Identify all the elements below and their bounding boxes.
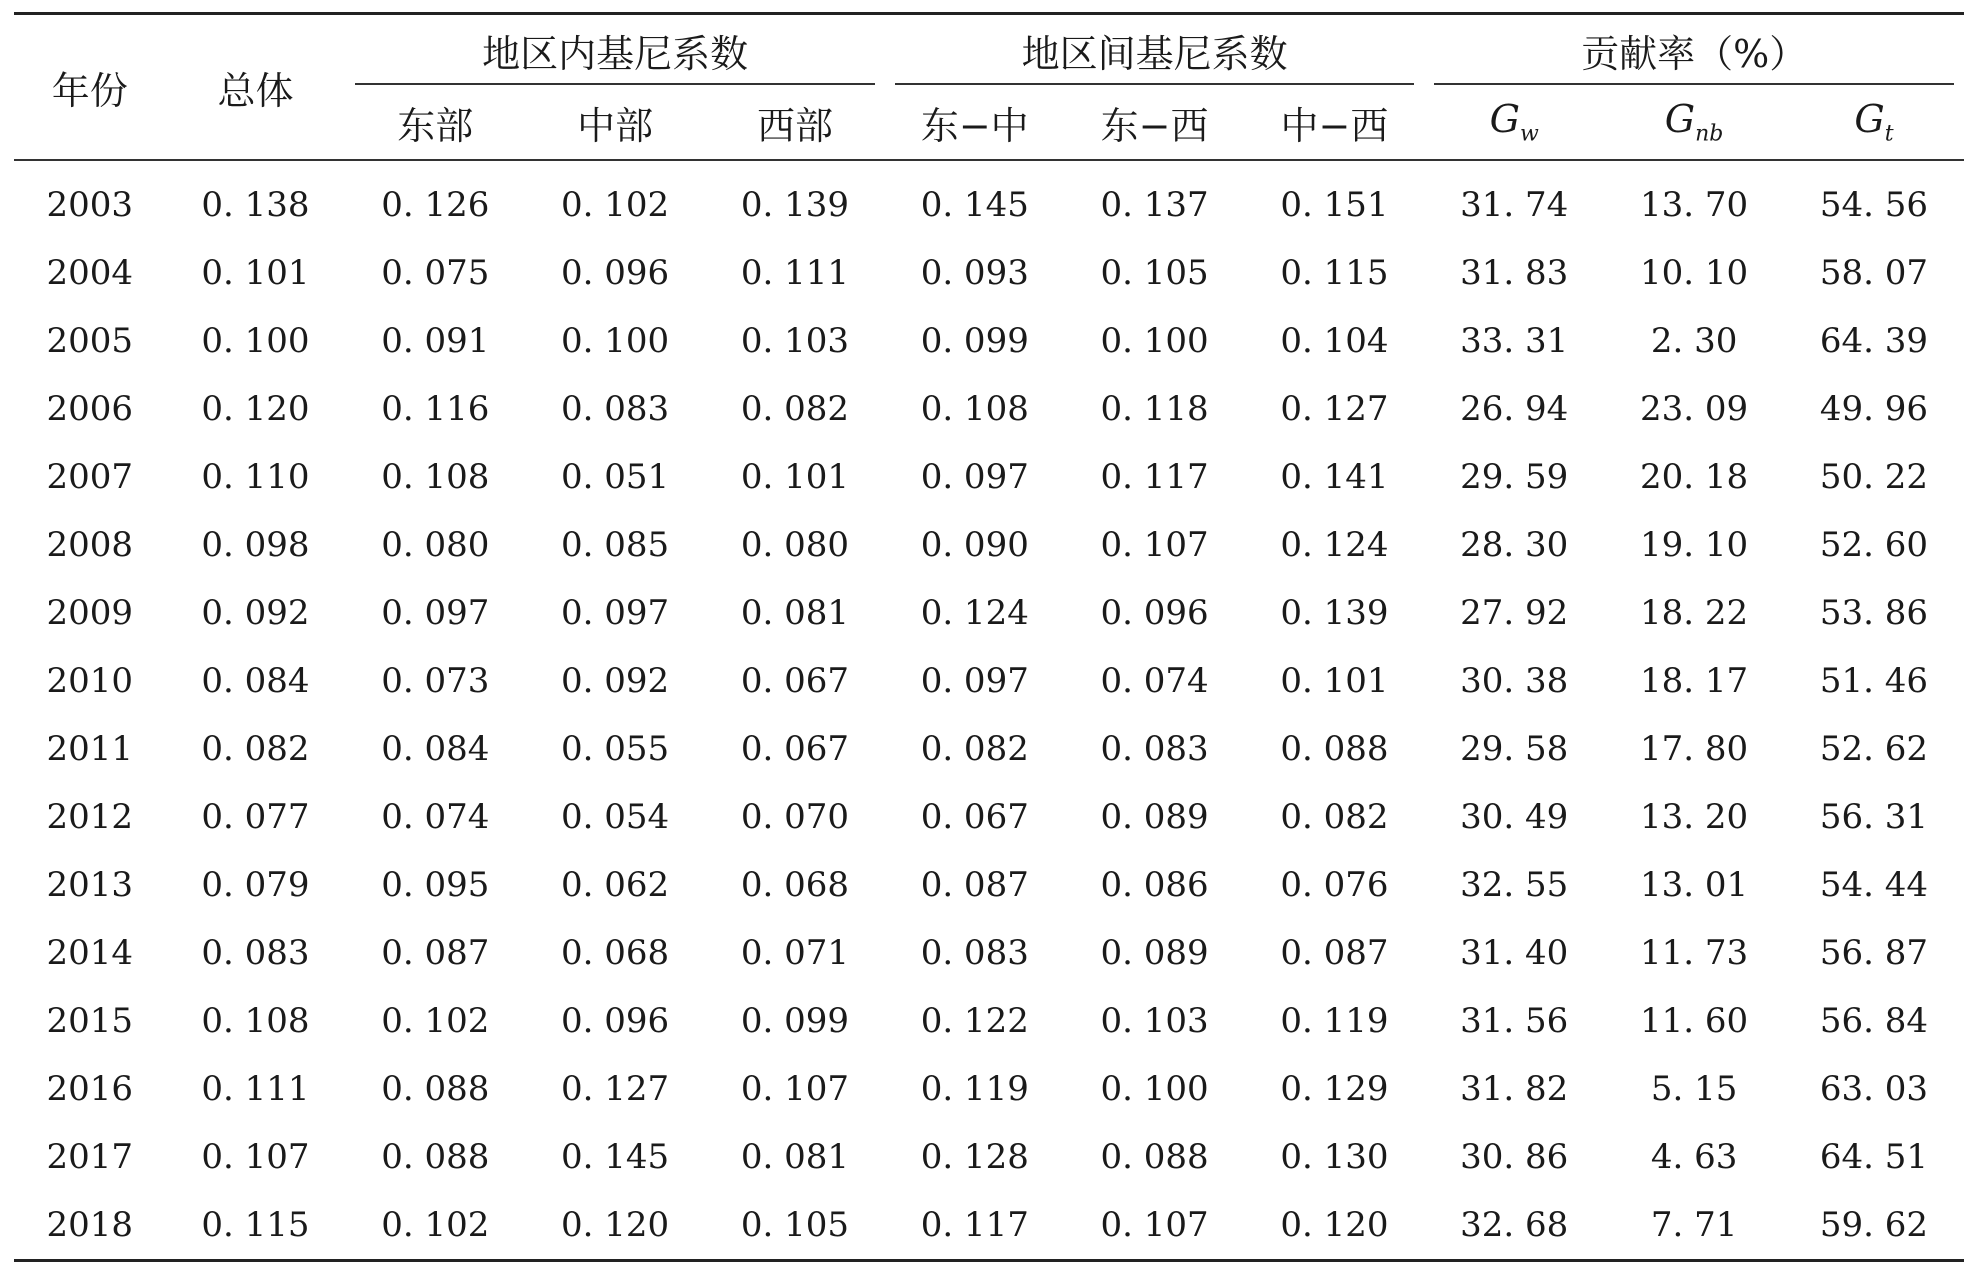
header-year: 年份 bbox=[14, 14, 166, 161]
table-row bbox=[14, 1055, 1964, 1123]
cell-year: 2016 bbox=[46, 1069, 134, 1109]
header-gw-sub: w bbox=[1520, 121, 1539, 147]
cell-central: 0. 085 bbox=[561, 525, 670, 565]
table-header bbox=[14, 14, 1964, 161]
cell-east-west: 0. 088 bbox=[1100, 1137, 1209, 1177]
header-gw bbox=[1424, 85, 1604, 160]
cell-gnb: 10. 10 bbox=[1640, 253, 1749, 293]
cell-gnb: 11. 60 bbox=[1640, 1001, 1749, 1041]
cell-central: 0. 083 bbox=[561, 389, 670, 429]
header-group-contribution: 贡献率（%） bbox=[1424, 14, 1964, 86]
header-west: 西部 bbox=[705, 85, 885, 160]
cell-west: 0. 067 bbox=[740, 661, 850, 701]
cell-west: 0. 081 bbox=[740, 593, 850, 633]
cell-gt: 59. 62 bbox=[1784, 1191, 1964, 1261]
cell-central-west: 0. 139 bbox=[1280, 593, 1389, 633]
cell-gw: 33. 31 bbox=[1460, 321, 1569, 361]
cell-west: 0. 080 bbox=[740, 525, 850, 565]
header-gt-main: G bbox=[1854, 97, 1885, 142]
cell-central: 0. 145 bbox=[561, 1137, 670, 1177]
cell-gt: 64. 39 bbox=[1819, 321, 1929, 361]
cell-central: 0. 127 bbox=[561, 1069, 670, 1109]
cell-gnb: 4. 63 bbox=[1650, 1137, 1738, 1177]
cell-overall: 0. 083 bbox=[201, 933, 310, 973]
cell-east-central: 0. 119 bbox=[920, 1069, 1029, 1109]
cell-west: 0. 082 bbox=[740, 389, 850, 429]
header-central: 中部 bbox=[525, 85, 705, 160]
cell-central: 0. 097 bbox=[561, 593, 670, 633]
cell-east-central: 0. 090 bbox=[920, 525, 1029, 565]
cell-east-central: 0. 117 bbox=[885, 1191, 1065, 1261]
header-gnb-main: G bbox=[1664, 97, 1696, 142]
cell-central-west: 0. 130 bbox=[1280, 1137, 1389, 1177]
cell-overall: 0. 100 bbox=[201, 321, 310, 361]
cell-central-west: 0. 127 bbox=[1280, 389, 1389, 429]
cell-west: 0. 081 bbox=[740, 1137, 850, 1177]
cell-gt: 58. 07 bbox=[1819, 253, 1929, 293]
cell-east-central: 0. 122 bbox=[920, 1001, 1029, 1041]
cell-east: 0. 073 bbox=[381, 661, 490, 701]
cell-gw: 30. 49 bbox=[1460, 797, 1569, 837]
cell-overall: 0. 098 bbox=[201, 525, 310, 565]
cell-east-west: 0. 107 bbox=[1065, 1191, 1245, 1261]
header-overall: 总体 bbox=[166, 14, 346, 161]
table-row bbox=[14, 919, 1964, 987]
cell-east-central: 0. 082 bbox=[920, 729, 1029, 769]
cell-gw: 30. 86 bbox=[1460, 1137, 1569, 1177]
cell-west: 0. 107 bbox=[740, 1069, 850, 1109]
cell-east: 0. 126 bbox=[381, 185, 490, 225]
table-row bbox=[14, 443, 1964, 511]
cell-gt: 51. 46 bbox=[1819, 661, 1929, 701]
cell-east: 0. 108 bbox=[381, 457, 490, 497]
cell-year: 2014 bbox=[46, 933, 134, 973]
cell-year: 2017 bbox=[46, 1137, 134, 1177]
table-row bbox=[14, 783, 1964, 851]
cell-east-central: 0. 067 bbox=[920, 797, 1029, 837]
cell-east-central: 0. 099 bbox=[920, 321, 1029, 361]
cell-gw: 32. 68 bbox=[1424, 1191, 1604, 1261]
cell-east-west: 0. 089 bbox=[1100, 933, 1209, 973]
table-row bbox=[14, 160, 1964, 239]
cell-east: 0. 102 bbox=[345, 1191, 525, 1261]
cell-year: 2006 bbox=[46, 389, 134, 429]
cell-gt: 54. 56 bbox=[1819, 185, 1929, 225]
cell-overall: 0. 084 bbox=[201, 661, 310, 701]
cell-year: 2015 bbox=[46, 1001, 134, 1041]
cell-west: 0. 071 bbox=[740, 933, 850, 973]
cell-east: 0. 095 bbox=[381, 865, 490, 905]
cell-east-west: 0. 107 bbox=[1100, 525, 1209, 565]
cell-gw: 30. 38 bbox=[1460, 661, 1569, 701]
gini-coefficient-table bbox=[14, 12, 1964, 1262]
cell-central: 0. 051 bbox=[561, 457, 670, 497]
header-east: 东部 bbox=[345, 85, 525, 160]
cell-gnb: 20. 18 bbox=[1640, 457, 1749, 497]
cell-gt: 52. 60 bbox=[1819, 525, 1929, 565]
cell-west: 0. 139 bbox=[740, 185, 850, 225]
cell-central: 0. 054 bbox=[561, 797, 670, 837]
header-group-between: 地区间基尼系数 bbox=[885, 14, 1424, 86]
cell-gt: 64. 51 bbox=[1819, 1137, 1929, 1177]
header-gw-main: G bbox=[1489, 97, 1521, 142]
cell-east: 0. 088 bbox=[381, 1137, 490, 1177]
cell-overall: 0. 077 bbox=[201, 797, 310, 837]
cell-gnb: 23. 09 bbox=[1640, 389, 1749, 429]
cell-east-west: 0. 105 bbox=[1100, 253, 1209, 293]
cell-east: 0. 080 bbox=[381, 525, 490, 565]
cell-central: 0. 120 bbox=[525, 1191, 705, 1261]
cell-gnb: 13. 01 bbox=[1640, 865, 1749, 905]
cell-overall: 0. 110 bbox=[201, 457, 310, 497]
table-row bbox=[14, 987, 1964, 1055]
cell-west: 0. 103 bbox=[740, 321, 850, 361]
cell-central-west: 0. 087 bbox=[1280, 933, 1389, 973]
cell-gw: 31. 74 bbox=[1460, 185, 1569, 225]
header-central-west: 中−西 bbox=[1245, 85, 1425, 160]
cell-east-west: 0. 089 bbox=[1100, 797, 1209, 837]
cell-overall: 0. 101 bbox=[201, 253, 310, 293]
cell-overall: 0. 115 bbox=[166, 1191, 346, 1261]
cell-central-west: 0. 082 bbox=[1280, 797, 1389, 837]
cell-overall: 0. 120 bbox=[201, 389, 310, 429]
cell-year: 2013 bbox=[46, 865, 134, 905]
cell-gt: 50. 22 bbox=[1819, 457, 1929, 497]
cell-year: 2012 bbox=[46, 797, 134, 837]
cell-central: 0. 100 bbox=[561, 321, 670, 361]
cell-gt: 56. 31 bbox=[1819, 797, 1929, 837]
cell-east: 0. 116 bbox=[381, 389, 490, 429]
table-row bbox=[14, 647, 1964, 715]
cell-gw: 29. 59 bbox=[1460, 457, 1569, 497]
cell-gt: 52. 62 bbox=[1819, 729, 1929, 769]
cell-central: 0. 096 bbox=[561, 253, 670, 293]
cell-gt: 63. 03 bbox=[1819, 1069, 1929, 1109]
cell-east: 0. 075 bbox=[381, 253, 490, 293]
cell-central: 0. 062 bbox=[561, 865, 670, 905]
cell-east-west: 0. 083 bbox=[1100, 729, 1209, 769]
cell-central-west: 0. 124 bbox=[1280, 525, 1389, 565]
cell-gnb: 7. 71 bbox=[1604, 1191, 1784, 1261]
gini-table-container bbox=[14, 12, 1964, 1262]
cell-west: 0. 105 bbox=[705, 1191, 885, 1261]
cell-central: 0. 096 bbox=[561, 1001, 670, 1041]
cell-year: 2018 bbox=[14, 1191, 166, 1261]
cell-central: 0. 055 bbox=[561, 729, 670, 769]
cell-east-central: 0. 093 bbox=[920, 253, 1029, 293]
cell-central-west: 0. 120 bbox=[1245, 1191, 1425, 1261]
cell-gnb: 13. 20 bbox=[1640, 797, 1749, 837]
cell-east-west: 0. 100 bbox=[1100, 321, 1209, 361]
header-gt bbox=[1784, 85, 1964, 160]
cell-west: 0. 099 bbox=[740, 1001, 850, 1041]
cell-overall: 0. 079 bbox=[201, 865, 310, 905]
cell-gt: 54. 44 bbox=[1819, 865, 1929, 905]
cell-central-west: 0. 141 bbox=[1280, 457, 1389, 497]
cell-central-west: 0. 119 bbox=[1280, 1001, 1389, 1041]
cell-east-west: 0. 086 bbox=[1100, 865, 1209, 905]
cell-overall: 0. 138 bbox=[201, 185, 310, 225]
cell-west: 0. 068 bbox=[740, 865, 850, 905]
header-gnb bbox=[1604, 85, 1784, 160]
cell-gnb: 11. 73 bbox=[1640, 933, 1749, 973]
cell-east: 0. 088 bbox=[381, 1069, 490, 1109]
cell-east-central: 0. 083 bbox=[920, 933, 1029, 973]
table-row bbox=[14, 239, 1964, 307]
cell-year: 2011 bbox=[46, 729, 134, 769]
cell-central-west: 0. 076 bbox=[1280, 865, 1389, 905]
cell-east-west: 0. 137 bbox=[1100, 185, 1209, 225]
cell-gw: 31. 82 bbox=[1460, 1069, 1569, 1109]
cell-gnb: 18. 17 bbox=[1640, 661, 1749, 701]
cell-overall: 0. 092 bbox=[201, 593, 310, 633]
header-gnb-sub: nb bbox=[1695, 121, 1724, 147]
cell-central: 0. 092 bbox=[561, 661, 670, 701]
cell-gt: 56. 87 bbox=[1819, 933, 1929, 973]
cell-gw: 29. 58 bbox=[1460, 729, 1569, 769]
table-row bbox=[14, 851, 1964, 919]
table-row bbox=[14, 1191, 1964, 1261]
cell-central-west: 0. 088 bbox=[1280, 729, 1389, 769]
cell-central: 0. 102 bbox=[561, 185, 670, 225]
cell-year: 2008 bbox=[46, 525, 134, 565]
cell-overall: 0. 108 bbox=[201, 1001, 310, 1041]
cell-east-central: 0. 087 bbox=[920, 865, 1029, 905]
table-body bbox=[14, 160, 1964, 1261]
cell-gt: 53. 86 bbox=[1819, 593, 1929, 633]
cell-year: 2005 bbox=[46, 321, 134, 361]
cell-east-central: 0. 097 bbox=[920, 457, 1029, 497]
cell-gw: 28. 30 bbox=[1460, 525, 1569, 565]
cell-year: 2007 bbox=[46, 457, 134, 497]
cell-gt: 56. 84 bbox=[1819, 1001, 1929, 1041]
cell-year: 2010 bbox=[46, 661, 134, 701]
cell-year: 2004 bbox=[46, 253, 134, 293]
cell-gnb: 13. 70 bbox=[1640, 185, 1749, 225]
cell-year: 2009 bbox=[46, 593, 134, 633]
header-gt-sub: t bbox=[1884, 121, 1894, 147]
cell-east-west: 0. 117 bbox=[1100, 457, 1209, 497]
cell-gw: 31. 83 bbox=[1460, 253, 1569, 293]
cell-overall: 0. 082 bbox=[201, 729, 310, 769]
cell-east-west: 0. 096 bbox=[1100, 593, 1209, 633]
cell-west: 0. 111 bbox=[740, 253, 850, 293]
cell-gnb: 18. 22 bbox=[1640, 593, 1749, 633]
cell-east-central: 0. 124 bbox=[920, 593, 1029, 633]
cell-west: 0. 067 bbox=[740, 729, 850, 769]
cell-west: 0. 101 bbox=[740, 457, 850, 497]
cell-overall: 0. 107 bbox=[201, 1137, 310, 1177]
cell-gw: 31. 56 bbox=[1460, 1001, 1569, 1041]
cell-east: 0. 074 bbox=[381, 797, 490, 837]
table-row bbox=[14, 715, 1964, 783]
cell-east-central: 0. 097 bbox=[920, 661, 1029, 701]
cell-central-west: 0. 151 bbox=[1280, 185, 1389, 225]
cell-east-central: 0. 108 bbox=[920, 389, 1029, 429]
cell-gt: 49. 96 bbox=[1819, 389, 1929, 429]
cell-gnb: 5. 15 bbox=[1650, 1069, 1738, 1109]
cell-east: 0. 097 bbox=[381, 593, 490, 633]
cell-east-west: 0. 074 bbox=[1100, 661, 1209, 701]
cell-east: 0. 087 bbox=[381, 933, 490, 973]
cell-east: 0. 102 bbox=[381, 1001, 490, 1041]
table-row bbox=[14, 511, 1964, 579]
table-row bbox=[14, 375, 1964, 443]
cell-central: 0. 068 bbox=[561, 933, 670, 973]
cell-east: 0. 084 bbox=[381, 729, 490, 769]
header-east-central: 东−中 bbox=[885, 85, 1065, 160]
table-row bbox=[14, 579, 1964, 647]
cell-gw: 31. 40 bbox=[1460, 933, 1569, 973]
cell-central-west: 0. 115 bbox=[1280, 253, 1389, 293]
cell-overall: 0. 111 bbox=[201, 1069, 310, 1109]
cell-east: 0. 091 bbox=[381, 321, 490, 361]
cell-central-west: 0. 101 bbox=[1280, 661, 1389, 701]
table-row bbox=[14, 307, 1964, 375]
header-group-within: 地区内基尼系数 bbox=[345, 14, 884, 86]
cell-gw: 26. 94 bbox=[1460, 389, 1569, 429]
cell-central-west: 0. 129 bbox=[1280, 1069, 1389, 1109]
cell-gnb: 19. 10 bbox=[1640, 525, 1749, 565]
header-east-west: 东−西 bbox=[1065, 85, 1245, 160]
cell-west: 0. 070 bbox=[740, 797, 850, 837]
cell-gw: 32. 55 bbox=[1460, 865, 1569, 905]
cell-east-west: 0. 100 bbox=[1100, 1069, 1209, 1109]
cell-east-west: 0. 118 bbox=[1100, 389, 1209, 429]
cell-central-west: 0. 104 bbox=[1280, 321, 1389, 361]
cell-year: 2003 bbox=[46, 185, 134, 225]
cell-east-central: 0. 128 bbox=[920, 1137, 1029, 1177]
cell-east-west: 0. 103 bbox=[1100, 1001, 1209, 1041]
table-row bbox=[14, 1123, 1964, 1191]
cell-gnb: 2. 30 bbox=[1650, 321, 1738, 361]
cell-gnb: 17. 80 bbox=[1640, 729, 1749, 769]
cell-gw: 27. 92 bbox=[1460, 593, 1569, 633]
cell-east-central: 0. 145 bbox=[920, 185, 1029, 225]
